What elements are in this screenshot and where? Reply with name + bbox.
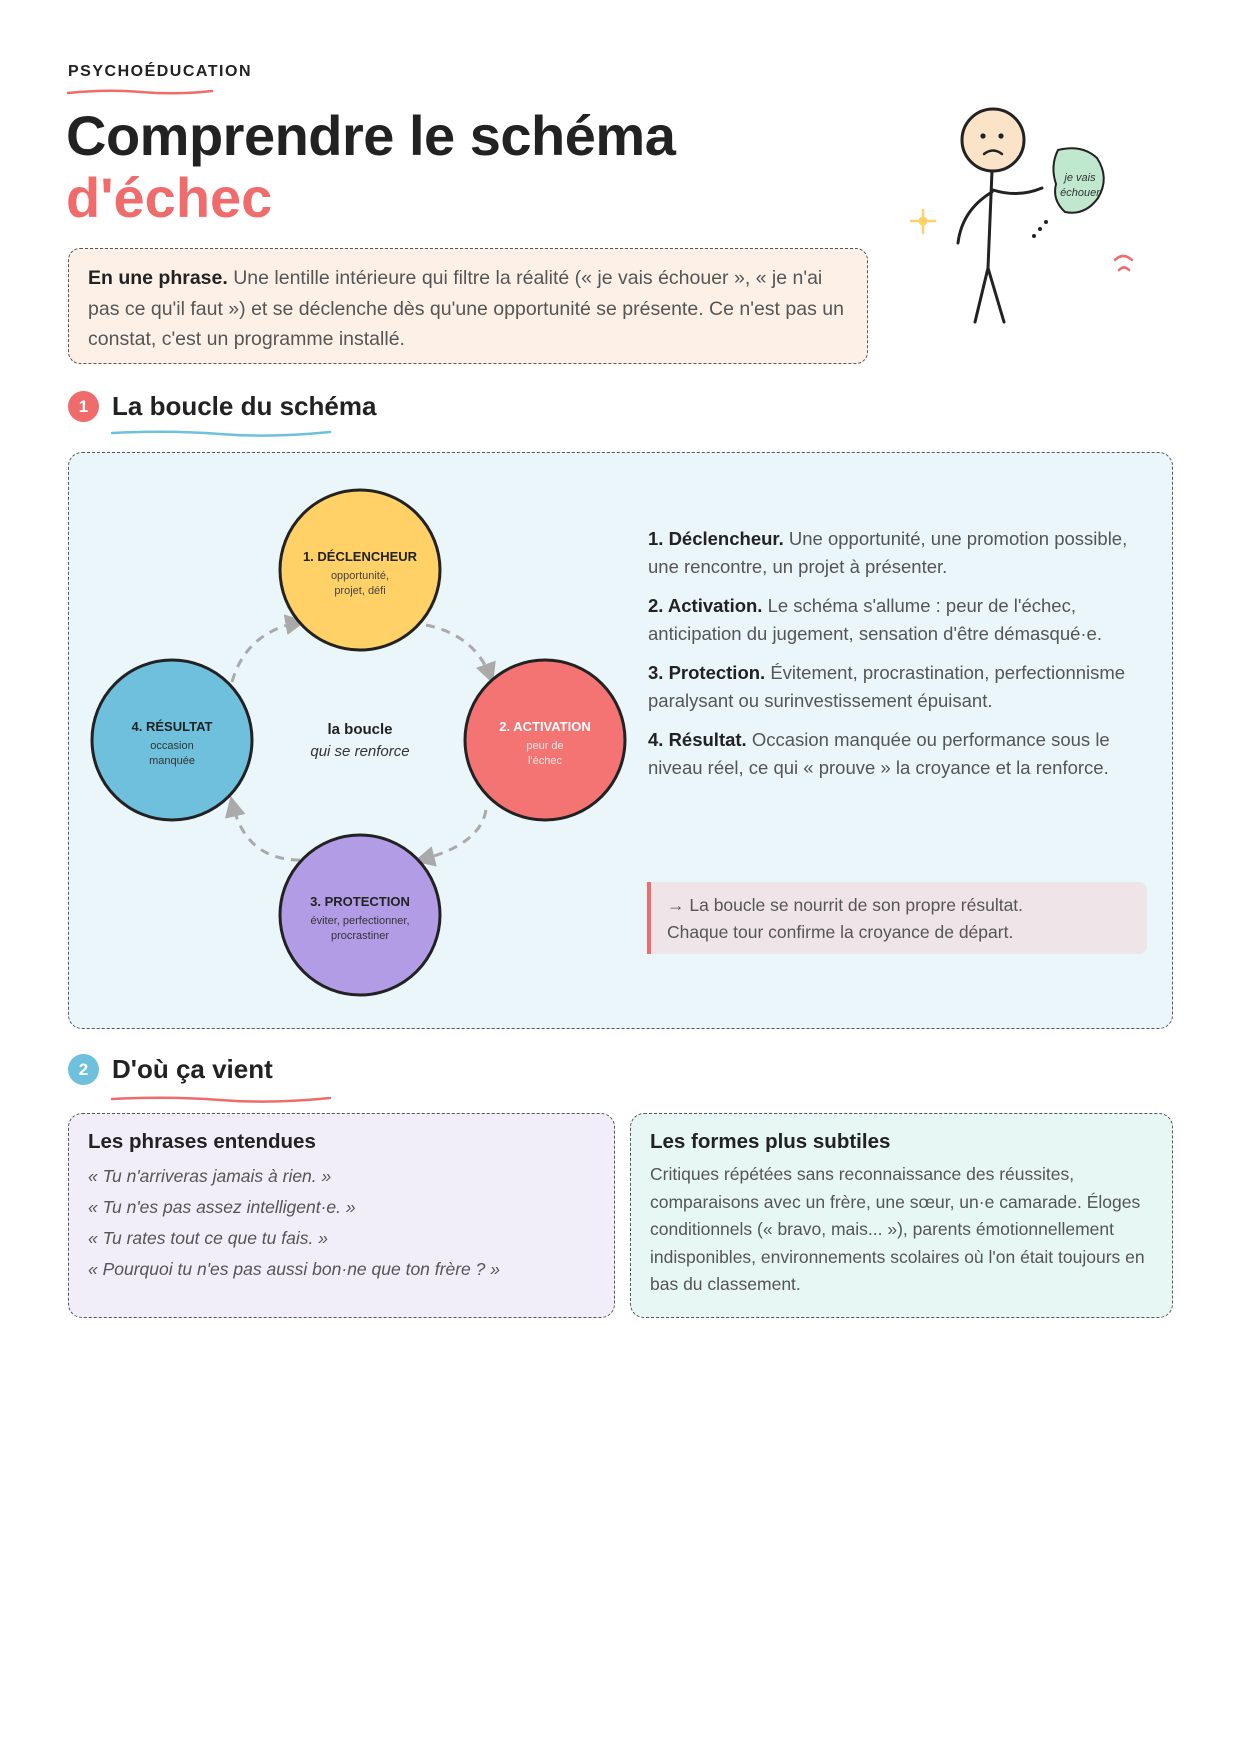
loop-callout [647, 882, 1147, 954]
svg-text:occasion: occasion [150, 740, 194, 752]
stick-figure-illustration [900, 100, 1160, 340]
subtle-forms-title: Les formes plus subtiles [650, 1130, 891, 1153]
svg-text:éviter, perfectionner,: éviter, perfectionner, [310, 915, 410, 927]
step-item: 3. Protection. Évitement, procrastination, perfectionnisme paralysant ou surinvestissement épuisant. [648, 662, 1126, 711]
section-2-title: D'où ça vient [112, 1054, 273, 1084]
node-resultat [92, 660, 252, 820]
page-title: Comprendre le schéma [66, 104, 676, 167]
step-item: 2. Activation. Le schéma s'allume : peur de l'échec, anticipation du jugement, sensation d'être démasqué·e. [648, 595, 1102, 644]
svg-text:4. RÉSULTAT: 4. RÉSULTAT [131, 719, 213, 734]
step-item: 4. Résultat. Occasion manquée ou performance sous le niveau réel, ce qui « prouve » la croyance et la renforce. [648, 729, 1110, 778]
svg-text:manquée: manquée [149, 755, 195, 767]
quote-item: « Tu n'es pas assez intelligent·e. » [88, 1197, 356, 1217]
summary-label: En une phrase. [88, 267, 228, 289]
svg-text:procrastiner: procrastiner [330, 930, 390, 942]
svg-text:peur de: peur de [526, 740, 564, 752]
node-declencheur [280, 490, 440, 650]
page-title-accent: d'échec [66, 166, 273, 229]
summary-text: Une lentille intérieure qui filtre la réalité (« je vais échouer », « je n'ai pas ce qu'il faut ») et se déclenche dès qu'une opportunité se présente. Ce n'est pas un constat, c'est un programme installé. [88, 267, 844, 350]
svg-text:projet, défi: projet, défi [334, 585, 386, 597]
section-2-number-badge: 2 [68, 1054, 99, 1085]
subtle-forms-card [630, 1113, 1173, 1318]
quote-item: « Pourquoi tu n'es pas aussi bon·ne que ton frère ? » [88, 1259, 500, 1279]
node-protection [280, 835, 440, 995]
section-1-title: La boucle du schéma [112, 391, 377, 421]
svg-text:opportunité,: opportunité, [330, 570, 390, 582]
eyebrow-underline [66, 88, 216, 96]
quote-item: « Tu rates tout ce que tu fais. » [88, 1228, 328, 1248]
svg-text:échouer: échouer [1060, 187, 1100, 199]
heard-phrases-card [68, 1113, 615, 1318]
heard-phrases-title: Les phrases entendues [88, 1130, 316, 1153]
quote-item: « Tu n'arriveras jamais à rien. » [88, 1166, 332, 1186]
svg-text:l'échec: l'échec [528, 755, 562, 767]
svg-text:je vais: je vais [1064, 172, 1096, 184]
eyebrow-label: PSYCHOÉDUCATION [68, 63, 252, 80]
steps-list [648, 525, 1148, 793]
section-1-number-badge: 1 [68, 391, 99, 422]
subtle-forms-text: Critiques répétées sans reconnaissance des réussites, comparaisons avec un frère, une sœur, un·e camarade. Éloges conditionnels (« bravo, mais... »), parents émotionnellement indisponibles, environnements scolaires où l'on était toujours en bas du classement. [650, 1164, 1145, 1294]
section-2-heading [68, 1054, 273, 1085]
section-1-heading [68, 391, 376, 422]
loop-diagram [80, 470, 640, 1025]
loop-center-label: la boucle [327, 721, 393, 738]
section-2-underline [110, 1094, 335, 1104]
svg-text:3. PROTECTION: 3. PROTECTION [310, 894, 410, 909]
loop-center-sublabel: qui se renforce [310, 743, 410, 760]
section-1-underline [110, 428, 335, 438]
svg-text:1. DÉCLENCHEUR: 1. DÉCLENCHEUR [302, 549, 418, 564]
node-activation [465, 660, 625, 820]
step-item: 1. Déclencheur. Une opportunité, une promotion possible, une rencontre, un projet à présenter. [648, 528, 1128, 577]
summary-box [68, 248, 868, 364]
callout-line: → La boucle se nourrit de son propre résultat. [667, 895, 1024, 915]
callout-line: Chaque tour confirme la croyance de départ. [667, 922, 1014, 942]
svg-text:2. ACTIVATION: 2. ACTIVATION [499, 719, 591, 734]
